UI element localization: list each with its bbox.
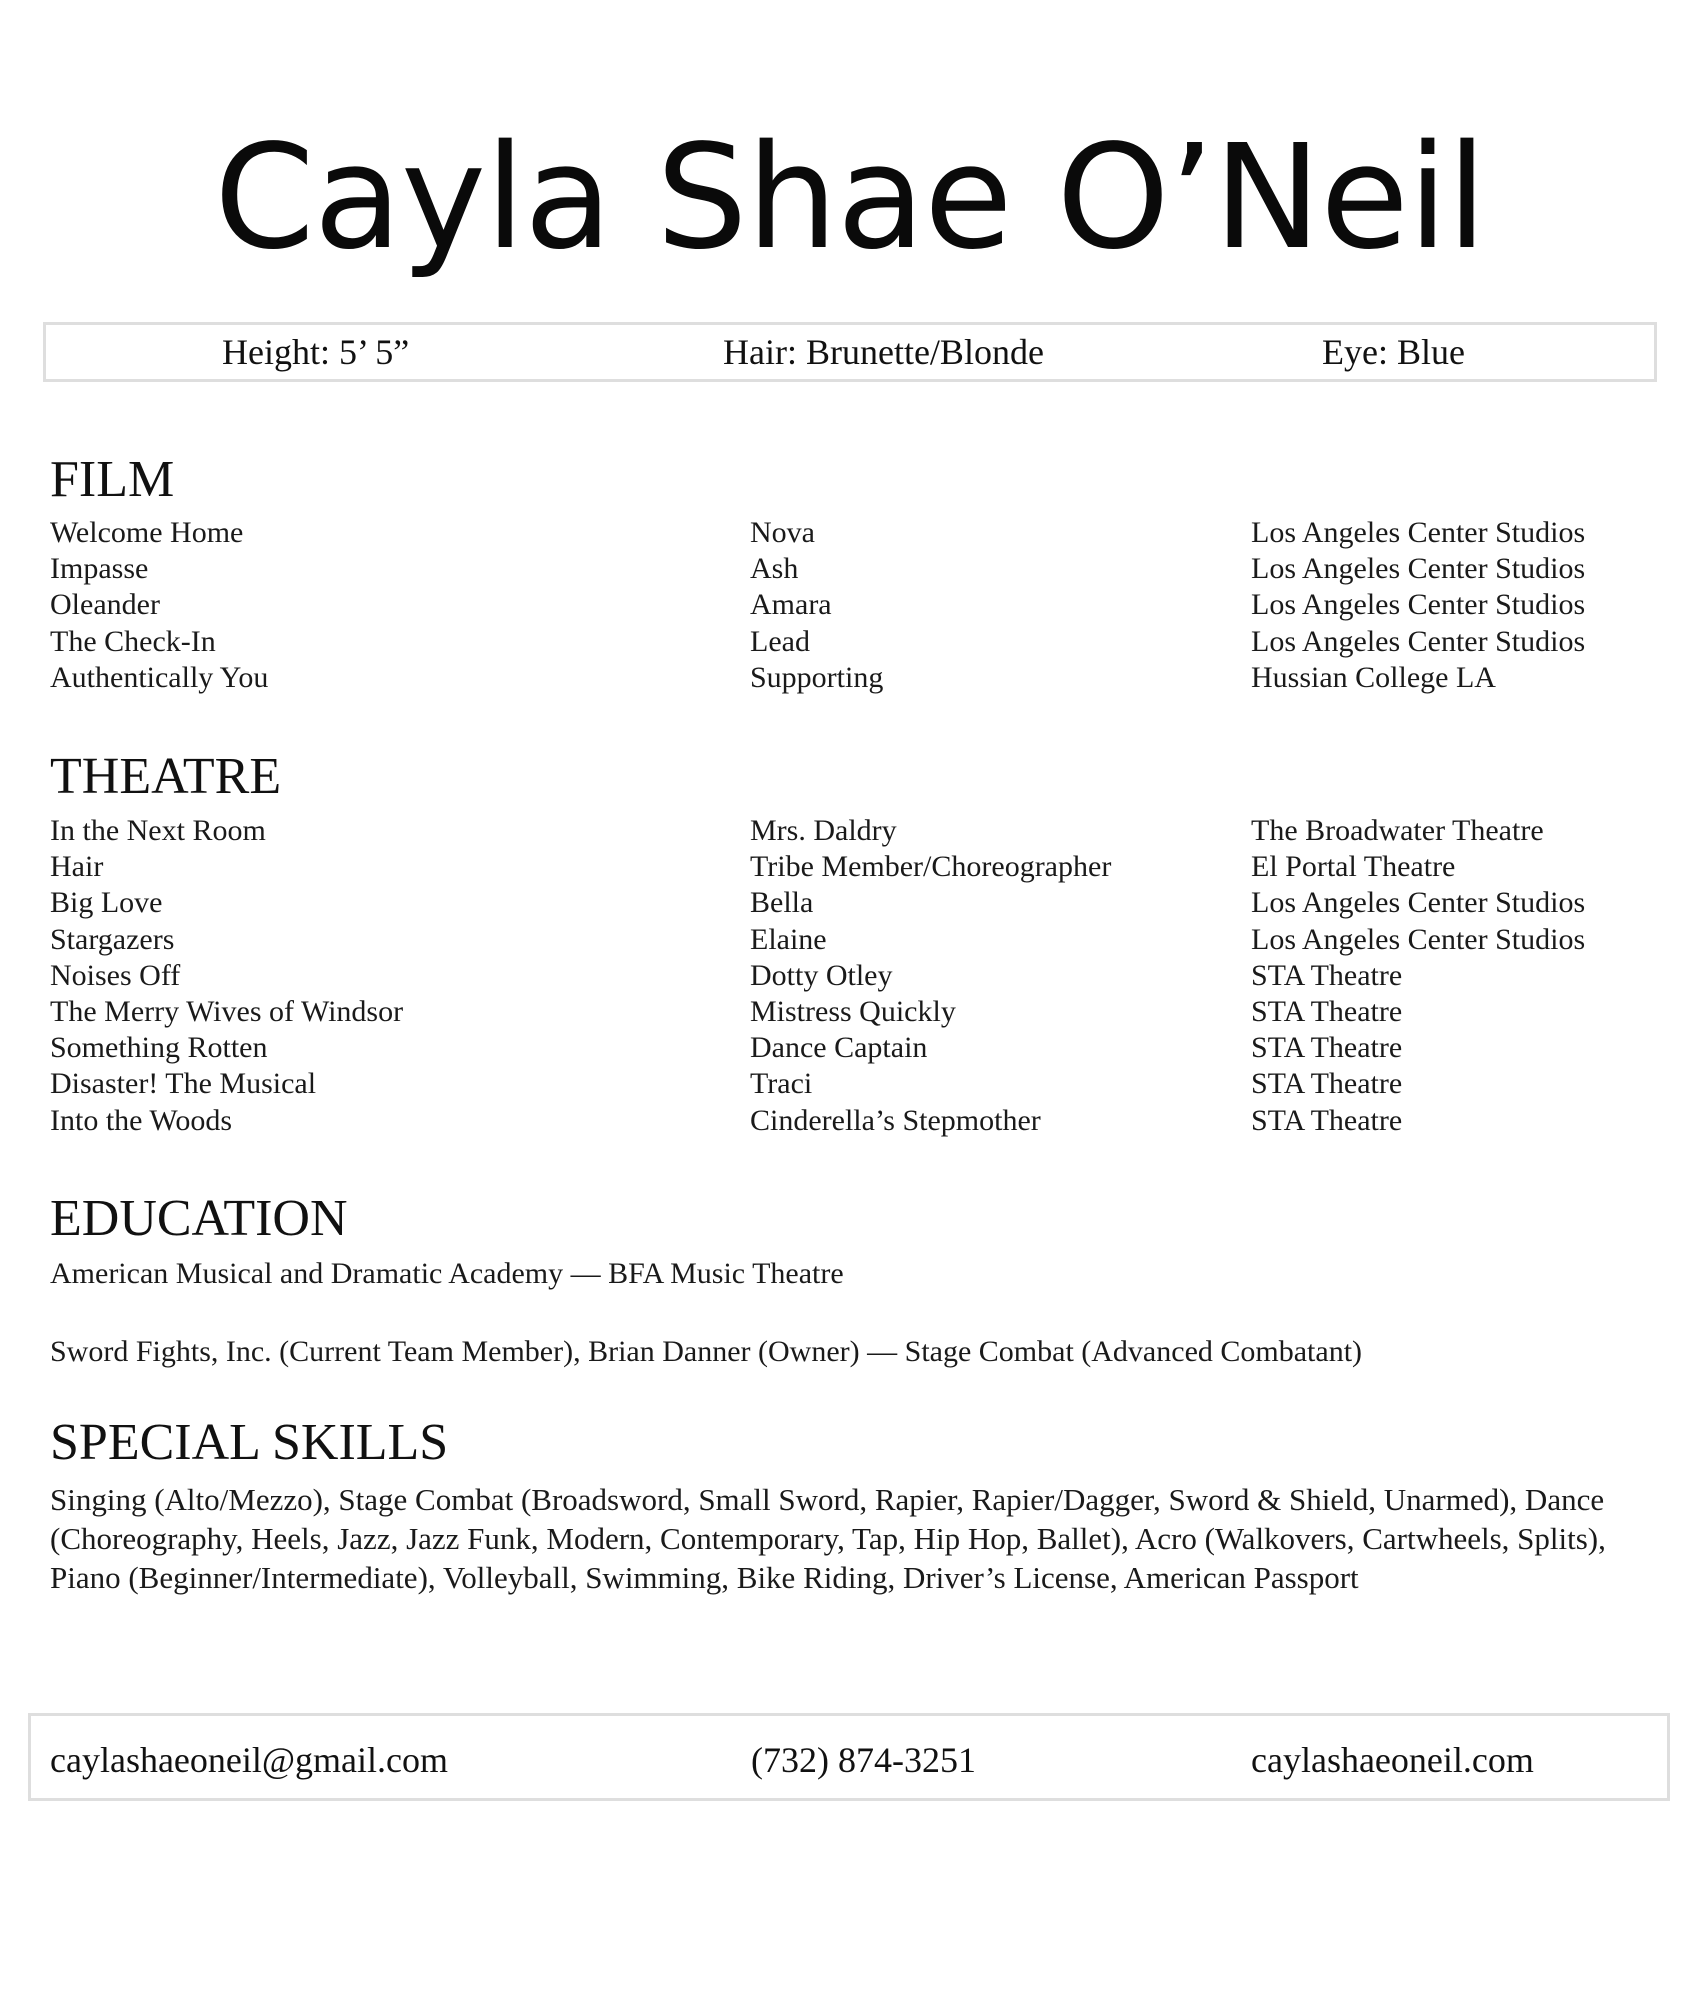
theatre-venue: The Broadwater Theatre [1251,814,1544,847]
theatre-section-title: THEATRE [50,748,282,805]
film-venue: Los Angeles Center Studios [1251,624,1586,658]
theatre-project: Noises Off [50,958,181,992]
film-role: Amara [750,588,832,622]
theatre-role: Cinderella’s Stepmother [750,1103,1041,1137]
theatre-role: Tribe Member/Choreographer [750,850,1112,884]
theatre-project: The Merry Wives of Windsor [50,994,404,1028]
theatre-venue: STA Theatre [1251,958,1403,992]
film-projects [50,515,268,696]
education-entry: Sword Fights, Inc. (Current Team Member), Brian Danner (Owner) — Stage Combat (Advanced Combatant) [50,1335,1363,1368]
film-role: Supporting [750,660,884,694]
theatre-project: Stargazers [50,922,175,956]
film-roles [750,515,883,696]
theatre-venues [1251,813,1585,1139]
theatre-venue: Los Angeles Center Studios [1251,886,1586,920]
contact-email[interactable]: caylashaeoneil@gmail.com [50,1740,449,1780]
theatre-venue: Los Angeles Center Studios [1251,922,1586,956]
theatre-role: Mistress Quickly [750,994,956,1028]
film-project: Authentically You [50,660,269,694]
eye-stat: Eye: Blue [1322,332,1465,372]
theatre-role: Dance Captain [750,1031,928,1065]
theatre-role: Traci [750,1067,813,1101]
film-role: Ash [750,552,799,586]
theatre-project: Disaster! The Musical [50,1067,317,1101]
contact-phone[interactable]: (732) 874-3251 [751,1740,976,1780]
contact-website[interactable]: caylashaeoneil.com [1251,1740,1534,1780]
film-venue: Los Angeles Center Studios [1251,588,1586,622]
height-stat: Height: 5’ 5” [222,332,410,372]
skills-text: Singing (Alto/Mezzo), Stage Combat (Broadsword, Small Sword, Rapier, Rapier/Dagger, Sword & Shield, Unarmed), Dance (Choreography, Heels, Jazz, Jazz Funk, Modern, Contemporary, Tap, Hip Hop, Ballet), Acro (Walkovers, Cartwheels, Splits), Piano (Beginner/Intermediate), Volleyball, Swimming, Bike Riding, Driver’s License, American Passport [50,1482,1606,1595]
film-venues [1251,515,1585,696]
education-section-title: EDUCATION [50,1190,348,1247]
film-project: Oleander [50,588,160,622]
film-venue: Los Angeles Center Studios [1251,516,1586,549]
film-project: The Check-In [50,624,216,658]
theatre-venue: STA Theatre [1251,1067,1403,1101]
theatre-role: Mrs. Daldry [750,814,897,847]
theatre-project: Something Rotten [50,1031,268,1065]
theatre-project: Into the Woods [50,1103,233,1137]
theatre-venue: STA Theatre [1251,994,1403,1028]
education-entry: American Musical and Dramatic Academy — BFA Music Theatre [50,1257,844,1290]
theatre-projects [50,813,403,1139]
theatre-venue: El Portal Theatre [1251,850,1456,884]
theatre-role: Dotty Otley [750,958,893,992]
theatre-venue: STA Theatre [1251,1103,1403,1137]
film-section-title: FILM [50,451,175,508]
film-venue: Los Angeles Center Studios [1251,552,1586,586]
theatre-project: In the Next Room [50,814,266,847]
film-role: Nova [750,516,815,549]
theatre-role: Bella [750,886,814,920]
theatre-project: Hair [50,850,104,884]
film-venue: Hussian College LA [1251,660,1496,694]
film-project: Impasse [50,552,149,586]
theatre-venue: STA Theatre [1251,1031,1403,1065]
theatre-role: Elaine [750,922,827,956]
hair-stat: Hair: Brunette/Blonde [723,332,1044,372]
theatre-roles [750,813,1111,1139]
theatre-project: Big Love [50,886,163,920]
resume-name: Cayla Shae O’Neil [214,113,1486,281]
film-role: Lead [750,624,810,658]
skills-section-title: SPECIAL SKILLS [50,1414,449,1471]
film-project: Welcome Home [50,516,244,549]
